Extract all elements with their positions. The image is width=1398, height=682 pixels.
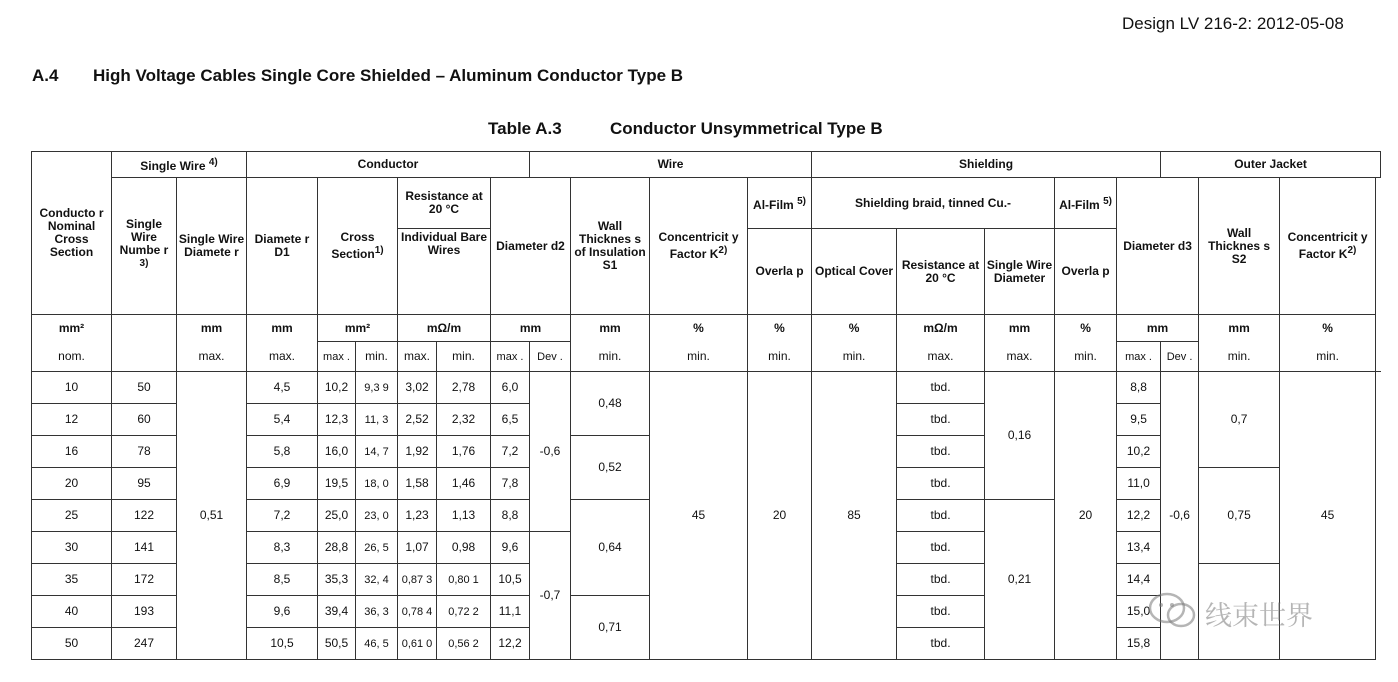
d2-max-cell: 8,8 (491, 500, 530, 532)
cross-section-cell: 12 (32, 404, 112, 436)
resistance-max-cell: 0,78 4 (398, 596, 437, 628)
resistance-min-cell: 2,32 (437, 404, 491, 436)
unit-cell: % (812, 315, 897, 342)
unit-cell: mm (1117, 315, 1199, 342)
d3-max-cell: 12,2 (1117, 500, 1161, 532)
document-reference: Design LV 216-2: 2012-05-08 (1122, 14, 1344, 33)
limit-cell: max. (247, 342, 318, 372)
cross-max-cell: 25,0 (318, 500, 356, 532)
resistance-max-cell: 1,58 (398, 468, 437, 500)
footnote-ref: 5) (797, 195, 806, 207)
s2-cell: 0,7 (1199, 372, 1280, 468)
footnote-ref: 4) (208, 157, 218, 168)
d1-cell: 6,9 (247, 468, 318, 500)
k-wire-label: Concentricit y Factor K (658, 230, 739, 261)
al-film-label: Al-Film (753, 197, 794, 212)
header-resistance-individual: Individual Bare Wires (398, 229, 491, 315)
cross-section-cell: 40 (32, 596, 112, 628)
spec-table (31, 151, 1381, 660)
braid-resistance-cell: tbd. (897, 500, 985, 532)
header-d1: Diamete r D1 (247, 178, 318, 315)
header-resistance: Resistance at 20 °C (398, 178, 491, 229)
d2-max-cell: 12,2 (491, 628, 530, 660)
cross-min-cell: 9,3 9 (356, 372, 398, 404)
header-k-jacket (1280, 178, 1376, 315)
footnote-ref: 3) (139, 258, 149, 269)
header-k-wire (650, 178, 748, 315)
header-cross-section: Conducto r Nominal Cross Section (32, 152, 112, 315)
d2-max-cell: 11,1 (491, 596, 530, 628)
unit-cell: % (1280, 315, 1376, 342)
braid-wire-diameter-cell: 0,16 (985, 372, 1055, 500)
d2-dev-cell: -0,6 (530, 372, 571, 532)
cross-section-cell: 35 (32, 564, 112, 596)
cross-max-cell: 50,5 (318, 628, 356, 660)
k-jacket-label: Concentricit y Factor K (1287, 230, 1368, 261)
limit-cell: min. (650, 342, 748, 372)
resistance-max-cell: 2,52 (398, 404, 437, 436)
footnote-ref: 2) (718, 245, 728, 256)
s1-cell: 0,52 (571, 436, 650, 500)
cross-max-cell: 35,3 (318, 564, 356, 596)
d3-max-cell: 15,0 (1117, 596, 1161, 628)
footnote-ref: 2) (1347, 245, 1357, 256)
unit-cell: % (650, 315, 748, 342)
d3-max-cell: 11,0 (1117, 468, 1161, 500)
unit-cell: mm (985, 315, 1055, 342)
resistance-max-cell: 1,07 (398, 532, 437, 564)
header-d3: Diameter d3 (1117, 178, 1199, 315)
d1-cell: 8,3 (247, 532, 318, 564)
limit-cell: max. (177, 342, 247, 372)
header-conductor-cross-section (318, 178, 398, 315)
braid-resistance-cell: tbd. (897, 372, 985, 404)
d3-max-cell: 13,4 (1117, 532, 1161, 564)
cross-max-cell: 16,0 (318, 436, 356, 468)
wire-number-cell: 172 (112, 564, 177, 596)
wire-number-cell: 141 (112, 532, 177, 564)
resistance-min-cell: 1,76 (437, 436, 491, 468)
al-overlap-cell: 20 (1055, 372, 1117, 660)
header-wire-number (112, 178, 177, 315)
resistance-min-cell: 0,98 (437, 532, 491, 564)
header-overlap-1: Overla p (748, 229, 812, 315)
unit-cell: mm² (318, 315, 398, 342)
optical-cover-cell: 85 (812, 372, 897, 660)
d1-cell: 5,4 (247, 404, 318, 436)
cross-section-cell: 50 (32, 628, 112, 660)
al-overlap-cell: 20 (748, 372, 812, 660)
limit-cell (112, 342, 177, 372)
resistance-min-cell: 0,80 1 (437, 564, 491, 596)
al-film-label: Al-Film (1059, 197, 1100, 212)
d2-max-cell: 7,2 (491, 436, 530, 468)
footnote-ref: 1) (374, 245, 384, 256)
header-d2: Diameter d2 (491, 178, 571, 315)
cross-section-label: Cross Section (331, 230, 375, 261)
unit-cell: mm (177, 315, 247, 342)
d2-max-cell: 7,8 (491, 468, 530, 500)
limit-cell: min. (356, 342, 398, 372)
header-group-single-wire (112, 152, 247, 178)
header-s1: Wall Thicknes s of Insulation S1 (571, 178, 650, 315)
header-overlap-2: Overla p (1055, 229, 1117, 315)
cross-min-cell: 18, 0 (356, 468, 398, 500)
braid-resistance-cell: tbd. (897, 532, 985, 564)
cross-section-cell: 25 (32, 500, 112, 532)
cross-max-cell: 39,4 (318, 596, 356, 628)
s1-cell: 0,71 (571, 596, 650, 660)
d1-cell: 9,6 (247, 596, 318, 628)
limit-cell: Dev . (1161, 342, 1199, 372)
resistance-min-cell: 0,56 2 (437, 628, 491, 660)
resistance-max-cell: 1,23 (398, 500, 437, 532)
table-title: Conductor Unsymmetrical Type B (610, 119, 883, 138)
cross-section-cell: 16 (32, 436, 112, 468)
resistance-min-cell: 1,46 (437, 468, 491, 500)
d3-max-cell: 8,8 (1117, 372, 1161, 404)
wire-number-cell: 122 (112, 500, 177, 532)
resistance-max-cell: 3,02 (398, 372, 437, 404)
braid-resistance-cell: tbd. (897, 468, 985, 500)
header-s2: Wall Thicknes s S2 (1199, 178, 1280, 315)
header-optical-cover: Optical Cover (812, 229, 897, 315)
unit-cell: mm (247, 315, 318, 342)
header-group-conductor: Conductor (247, 152, 530, 178)
watermark-text: 线束世界 (1205, 601, 1313, 632)
limit-cell: min. (571, 342, 650, 372)
resistance-max-cell: 0,61 0 (398, 628, 437, 660)
header-row-columns (32, 178, 1381, 229)
braid-resistance-cell: tbd. (897, 628, 985, 660)
cross-max-cell: 10,2 (318, 372, 356, 404)
wire-number-cell: 78 (112, 436, 177, 468)
unit-cell: mm (571, 315, 650, 342)
section-heading (32, 66, 683, 86)
unit-cell: mm (1199, 315, 1280, 342)
header-wire-diameter: Single Wire Diamete r (177, 178, 247, 315)
d3-dev-cell: -0,6 (1161, 372, 1199, 660)
s1-cell: 0,48 (571, 372, 650, 436)
cross-section-cell: 20 (32, 468, 112, 500)
unit-row (32, 315, 1381, 342)
limit-cell: max . (318, 342, 356, 372)
header-shielding-braid: Shielding braid, tinned Cu.- (812, 178, 1055, 229)
limit-cell: max. (398, 342, 437, 372)
cross-max-cell: 12,3 (318, 404, 356, 436)
braid-wire-diameter-cell: 0,21 (985, 500, 1055, 660)
wire-number-label: Single Wire Numbe r (119, 217, 169, 257)
braid-resistance-cell: tbd. (897, 436, 985, 468)
cross-section-cell: 10 (32, 372, 112, 404)
wire-diameter-cell: 0,51 (177, 372, 247, 660)
cross-min-cell: 46, 5 (356, 628, 398, 660)
table-number: Table A.3 (488, 119, 562, 138)
unit-cell: % (1055, 315, 1117, 342)
header-braid-resistance: Resistance at 20 °C (897, 229, 985, 315)
table-caption (488, 119, 883, 139)
limit-cell: max . (1117, 342, 1161, 372)
limit-cell: nom. (32, 342, 112, 372)
header-group-shielding: Shielding (812, 152, 1161, 178)
d1-cell: 8,5 (247, 564, 318, 596)
group-single-wire-label: Single Wire (140, 159, 206, 173)
cross-min-cell: 11, 3 (356, 404, 398, 436)
header-row-groups (32, 152, 1381, 178)
wire-number-cell: 193 (112, 596, 177, 628)
section-number: A.4 (32, 66, 59, 85)
resistance-max-cell: 0,87 3 (398, 564, 437, 596)
header-al-film-2 (1055, 178, 1117, 229)
wire-number-cell: 247 (112, 628, 177, 660)
d2-max-cell: 9,6 (491, 532, 530, 564)
resistance-min-cell: 2,78 (437, 372, 491, 404)
d1-cell: 5,8 (247, 436, 318, 468)
limit-cell: min. (437, 342, 491, 372)
unit-cell (112, 315, 177, 342)
limit-cell: min. (1055, 342, 1117, 372)
header-group-outer-jacket: Outer Jacket (1161, 152, 1381, 178)
unit-cell: mm² (32, 315, 112, 342)
d2-dev-cell: -0,7 (530, 532, 571, 660)
cross-section-cell: 30 (32, 532, 112, 564)
unit-cell: mΩ/m (398, 315, 491, 342)
wire-number-cell: 60 (112, 404, 177, 436)
cross-min-cell: 32, 4 (356, 564, 398, 596)
wire-number-cell: 50 (112, 372, 177, 404)
d2-max-cell: 10,5 (491, 564, 530, 596)
table-row (32, 372, 1381, 404)
s2-cell: 0,75 (1199, 468, 1280, 564)
cross-min-cell: 23, 0 (356, 500, 398, 532)
braid-resistance-cell: tbd. (897, 596, 985, 628)
cross-max-cell: 19,5 (318, 468, 356, 500)
d2-max-cell: 6,5 (491, 404, 530, 436)
unit-cell: mΩ/m (897, 315, 985, 342)
header-group-wire: Wire (530, 152, 812, 178)
cross-min-cell: 14, 7 (356, 436, 398, 468)
d1-cell: 7,2 (247, 500, 318, 532)
limit-cell: min. (748, 342, 812, 372)
braid-resistance-cell: tbd. (897, 564, 985, 596)
k-jacket-cell: 45 (1280, 372, 1376, 660)
header-al-film-1 (748, 178, 812, 229)
footnote-ref: 5) (1103, 195, 1112, 207)
limit-cell: max. (897, 342, 985, 372)
d3-max-cell: 15,8 (1117, 628, 1161, 660)
s2-cell (1199, 564, 1280, 660)
unit-cell: mm (491, 315, 571, 342)
resistance-max-cell: 1,92 (398, 436, 437, 468)
limit-cell: min. (1199, 342, 1280, 372)
d2-max-cell: 6,0 (491, 372, 530, 404)
d1-cell: 4,5 (247, 372, 318, 404)
limit-cell: Dev . (530, 342, 571, 372)
d1-cell: 10,5 (247, 628, 318, 660)
cross-max-cell: 28,8 (318, 532, 356, 564)
section-title: High Voltage Cables Single Core Shielded – Aluminum Conductor Type B (93, 66, 684, 85)
resistance-min-cell: 0,72 2 (437, 596, 491, 628)
d3-max-cell: 10,2 (1117, 436, 1161, 468)
braid-resistance-cell: tbd. (897, 404, 985, 436)
cross-min-cell: 36, 3 (356, 596, 398, 628)
cross-min-cell: 26, 5 (356, 532, 398, 564)
limit-cell: min. (812, 342, 897, 372)
wire-number-cell: 95 (112, 468, 177, 500)
resistance-min-cell: 1,13 (437, 500, 491, 532)
d3-max-cell: 14,4 (1117, 564, 1161, 596)
d3-max-cell: 9,5 (1117, 404, 1161, 436)
limit-cell: max . (491, 342, 530, 372)
unit-cell: % (748, 315, 812, 342)
limit-cell: min. (1280, 342, 1376, 372)
k-wire-cell: 45 (650, 372, 748, 660)
header-braid-wire-diameter: Single Wire Diameter (985, 229, 1055, 315)
s1-cell: 0,64 (571, 500, 650, 596)
limit-cell: max. (985, 342, 1055, 372)
limit-row (32, 342, 1381, 372)
